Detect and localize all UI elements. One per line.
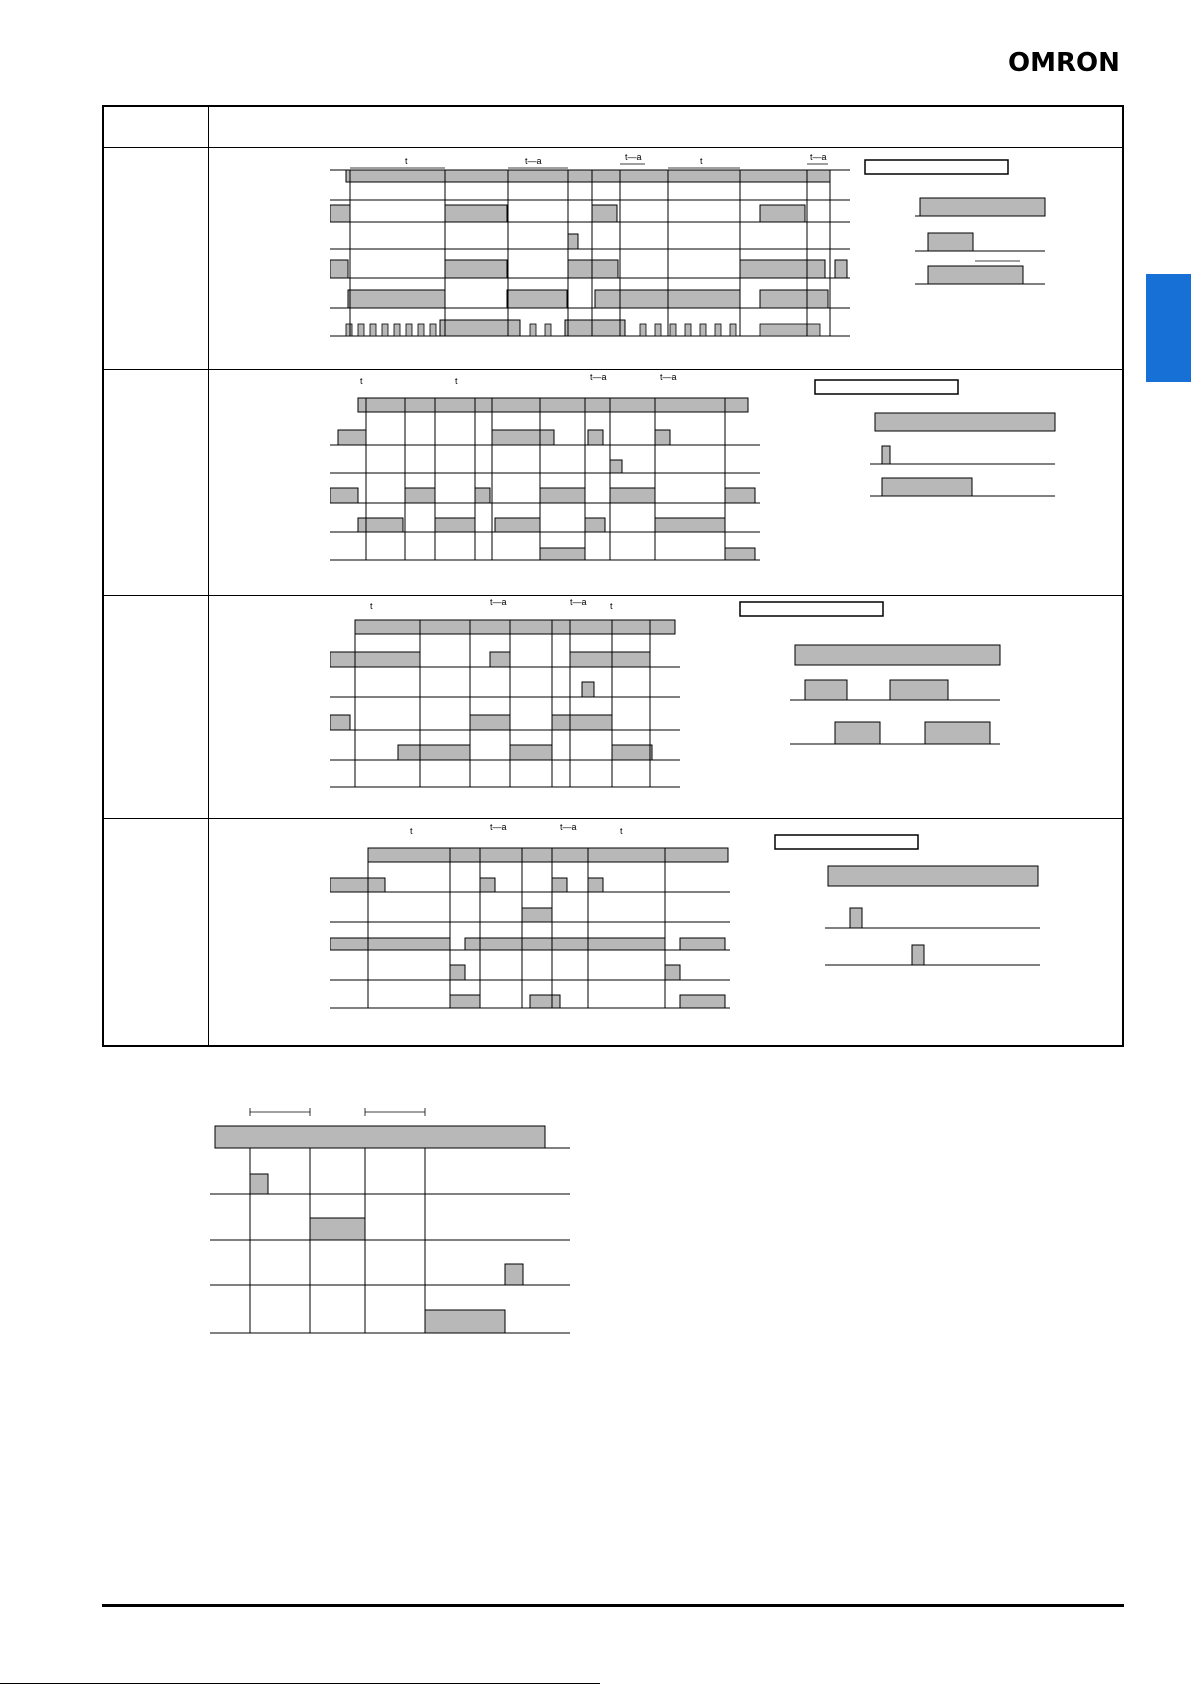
dim-label-t-a: t—a — [490, 597, 507, 607]
dim-label-t: t — [370, 601, 373, 611]
timing-diagram-3 — [330, 595, 680, 790]
dim-label-t: t — [360, 376, 363, 386]
dim-label-t-a: t—a — [525, 156, 542, 166]
column-rule — [208, 107, 209, 1045]
dim-label-t: t — [700, 156, 703, 166]
legend-diagram-3 — [735, 600, 1015, 750]
legend-diagram-2 — [810, 378, 1060, 508]
dim-label-t-a: t—a — [625, 152, 642, 162]
header-rule — [104, 147, 1122, 148]
dim-label-t-a: t—a — [660, 372, 677, 382]
dim-label-t-a: t—a — [490, 822, 507, 832]
footer-rule — [102, 1604, 1124, 1607]
timing-diagram-5 — [210, 1100, 580, 1340]
section-tab — [1146, 274, 1191, 382]
dim-label-t: t — [455, 376, 458, 386]
dimension-labels-2 — [360, 372, 677, 386]
omron-logo: OMRON — [1008, 48, 1120, 78]
dim-label-t: t — [410, 826, 413, 836]
dim-label-t: t — [405, 156, 408, 166]
legend-diagram-4 — [770, 833, 1050, 973]
dim-label-t-a: t—a — [560, 822, 577, 832]
dim-label-t-a: t—a — [810, 152, 827, 162]
dim-label-t: t — [620, 826, 623, 836]
dim-label-t: t — [610, 601, 613, 611]
row-rule-3 — [104, 818, 1122, 819]
dimension-labels-4 — [410, 822, 623, 836]
dimension-labels-3 — [370, 597, 613, 611]
dim-label-t-a: t—a — [590, 372, 607, 382]
legend-diagram-1 — [860, 158, 1050, 288]
timing-diagram-1 — [330, 150, 850, 340]
timing-diagram-4 — [330, 820, 730, 1015]
dimension-labels-1 — [405, 152, 827, 166]
page-bottom-rule — [0, 1683, 600, 1684]
timing-diagram-2 — [330, 370, 760, 565]
dim-label-t-a: t—a — [570, 597, 587, 607]
